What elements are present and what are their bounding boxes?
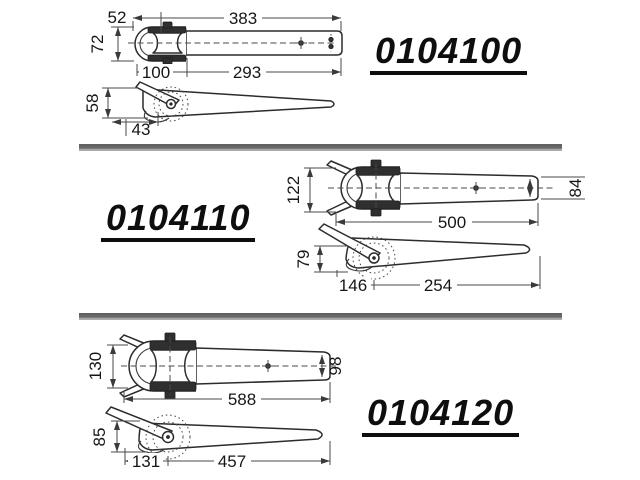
dim-end-width: 84 — [566, 178, 585, 198]
dim-height: 79 — [294, 249, 313, 269]
dim-mount-width: 130 — [86, 351, 105, 381]
section-divider — [79, 144, 562, 151]
top-view-drawing — [86, 333, 345, 409]
product-code: 0104110 — [101, 199, 255, 242]
side-view-drawing — [90, 407, 330, 471]
dim-roller-length: 100 — [141, 63, 171, 82]
technical-drawing-0104110 — [0, 151, 640, 313]
dim-roller-width: 52 — [107, 8, 127, 27]
dim-height: 58 — [83, 93, 102, 113]
dim-front-length: 43 — [131, 120, 151, 139]
dim-end-width: 98 — [326, 356, 345, 376]
top-view-drawing — [284, 160, 585, 232]
technical-drawing-0104100 — [0, 0, 640, 144]
dim-total-length: 500 — [437, 213, 467, 232]
product-code: 0104120 — [362, 394, 519, 437]
dim-plate-length: 457 — [217, 452, 247, 471]
dim-mount-width: 122 — [284, 175, 303, 205]
dim-total-length: 383 — [228, 9, 258, 28]
dim-height: 85 — [90, 427, 109, 447]
dim-plate-length: 293 — [232, 63, 262, 82]
section-divider — [79, 313, 562, 320]
side-view-drawing — [83, 82, 334, 139]
product-code: 0104100 — [370, 32, 527, 75]
side-view-drawing — [294, 224, 540, 295]
technical-drawing-0104120 — [0, 320, 640, 480]
dim-total-length: 588 — [227, 390, 257, 409]
top-view-drawing — [88, 8, 342, 82]
dim-mount-width: 72 — [88, 34, 107, 54]
dim-plate-length: 254 — [423, 276, 453, 295]
dim-front-length: 131 — [131, 452, 161, 471]
dim-front-length: 146 — [338, 276, 368, 295]
